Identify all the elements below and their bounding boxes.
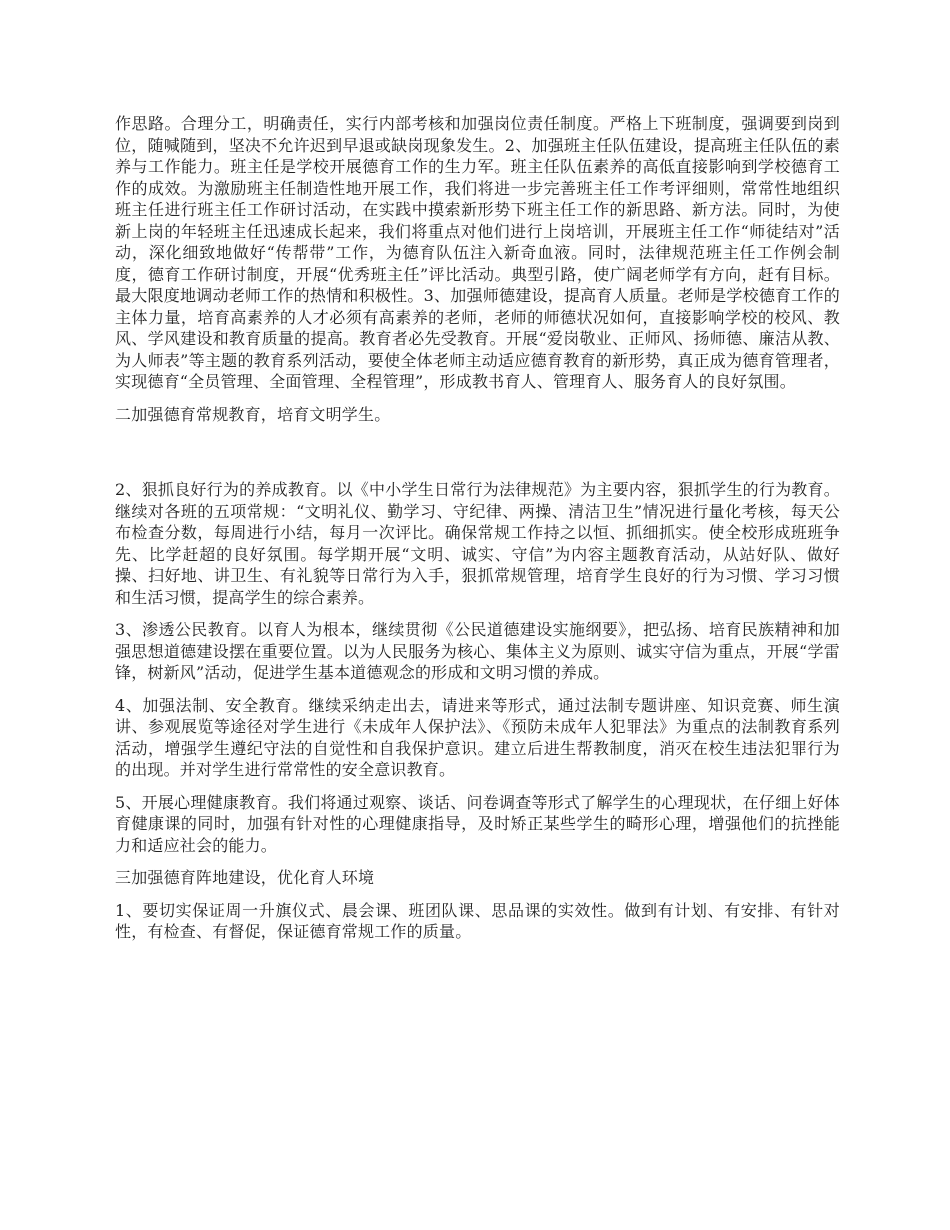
section-heading-routine-education: 二加强德育常规教育，培育文明学生。 xyxy=(115,404,391,424)
paragraph-work-plan: 作思路。合理分工，明确责任，实行内部考核和加强岗位责任制度。严格上下班制度，强调要到岗到位，随喊随到，坚决不允许迟到早退或缺岗现象发生。2、加强班主任队伍建设，提高班主任队伍的素养与工作能力。班主任是学校开展德育工作的生力军。班主任队伍素养的高低直接影响到学校德育工作的成效。为激励班主任制造性地开展工作，我们将进一步完善班主任工作考评细则，常常性地组织班主任进行班主任工作研讨活动，在实践中摸索新形势下班主任工作的新思路、新方法。同时，为使新上岗的年轻班主任迅速成长起来，我们将重点对他们进行上岗培训，开展班主任工作“师徒结对”活动，深化细致地做好“传帮带”工作，为德育队伍注入新奇血液。同时，法律规范班主任工作例会制度，德育工作研讨制度，开展“优秀班主任”评比活动。典型引路，使广阔老师学有方向，赶有目标。最大限度地调动老师工作的热情和积极性。3、加强师德建设，提高育人质量。老师是学校德育工作的主体力量，培育高素养的人才必须有高素养的老师，老师的师德状况如何，直接影响学校的校风、教风、学风建设和教育质量的提高。教育者必先受教育。开展“爱岗敬业、正师风、扬师德、廉洁从教、为人师表”等主题的教育系列活动，要使全体老师主动适应德育教育的新形势，真正成为德育管理者，实现德育“全员管理、全面管理、全程管理”，形成教书育人、管理育人、服务育人的良好氛围。 xyxy=(115,114,840,391)
section-heading-moral-education-base: 三加强德育阵地建设，优化育人环境 xyxy=(115,868,375,887)
paragraph-mental-health-education: 5、开展心理健康教育。我们将通过观察、谈话、问卷调查等形式了解学生的心理现状，在仔细上好体育健康课的同时，加强有针对性的心理健康指导，及时矫正某些学生的畸形心理，增强他们的抗挫能力和适应社会的能力。 xyxy=(115,792,840,855)
document-page xyxy=(115,113,840,943)
paragraph-civic-education: 3、渗透公民教育。以育人为根本，继续贯彻《公民道德建设实施纲要》，把弘扬、培育民族精神和加强思想道德建设摆在重要位置。以为人民服务为核心、集体主义为原则、诚实守信为重点，开展“学雷锋，树新风”活动，促进学生基本道德观念的形成和文明习惯的养成。 xyxy=(115,620,840,682)
paragraph-flag-ceremony: 1、要切实保证周一升旗仪式、晨会课、班团队课、思品课的实效性。做到有计划、有安排、有针对性，有检查、有督促，保证德育常规工作的质量。 xyxy=(115,900,840,941)
paragraph-behavior-habits: 2、狠抓良好行为的养成教育。以《中小学生日常行为法律规范》为主要内容，狠抓学生的行为教育。继续对各班的五项常规：“文明礼仪、勤学习、守纪律、两操、清洁卫生”情况进行量化考核，每天公布检查分数，每周进行小结，每月一次评比。确保常规工作持之以恒、抓细抓实。使全校形成班班争先、比学赶超的良好氛围。每学期开展“文明、诚实、守信”为内容主题教育活动，从站好队、做好操、扫好地、讲卫生、有礼貌等日常行为入手，狠抓常规管理，培育学生良好的行为习惯、学习习惯和生活习惯，提高学生的综合素养。 xyxy=(115,480,840,607)
paragraph-legal-safety-education: 4、加强法制、安全教育。继续采纳走出去，请进来等形式，通过法制专题讲座、知识竞赛、师生演讲、参观展览等途径对学生进行《未成年人保护法》、《预防未成年人犯罪法》为重点的法制教育系列活动，增强学生遵纪守法的自觉性和自我保护意识。建立后进生帮教制度，消灭在校生违法犯罪行为的出现。并对学生进行常常性的安全意识教育。 xyxy=(115,695,840,779)
